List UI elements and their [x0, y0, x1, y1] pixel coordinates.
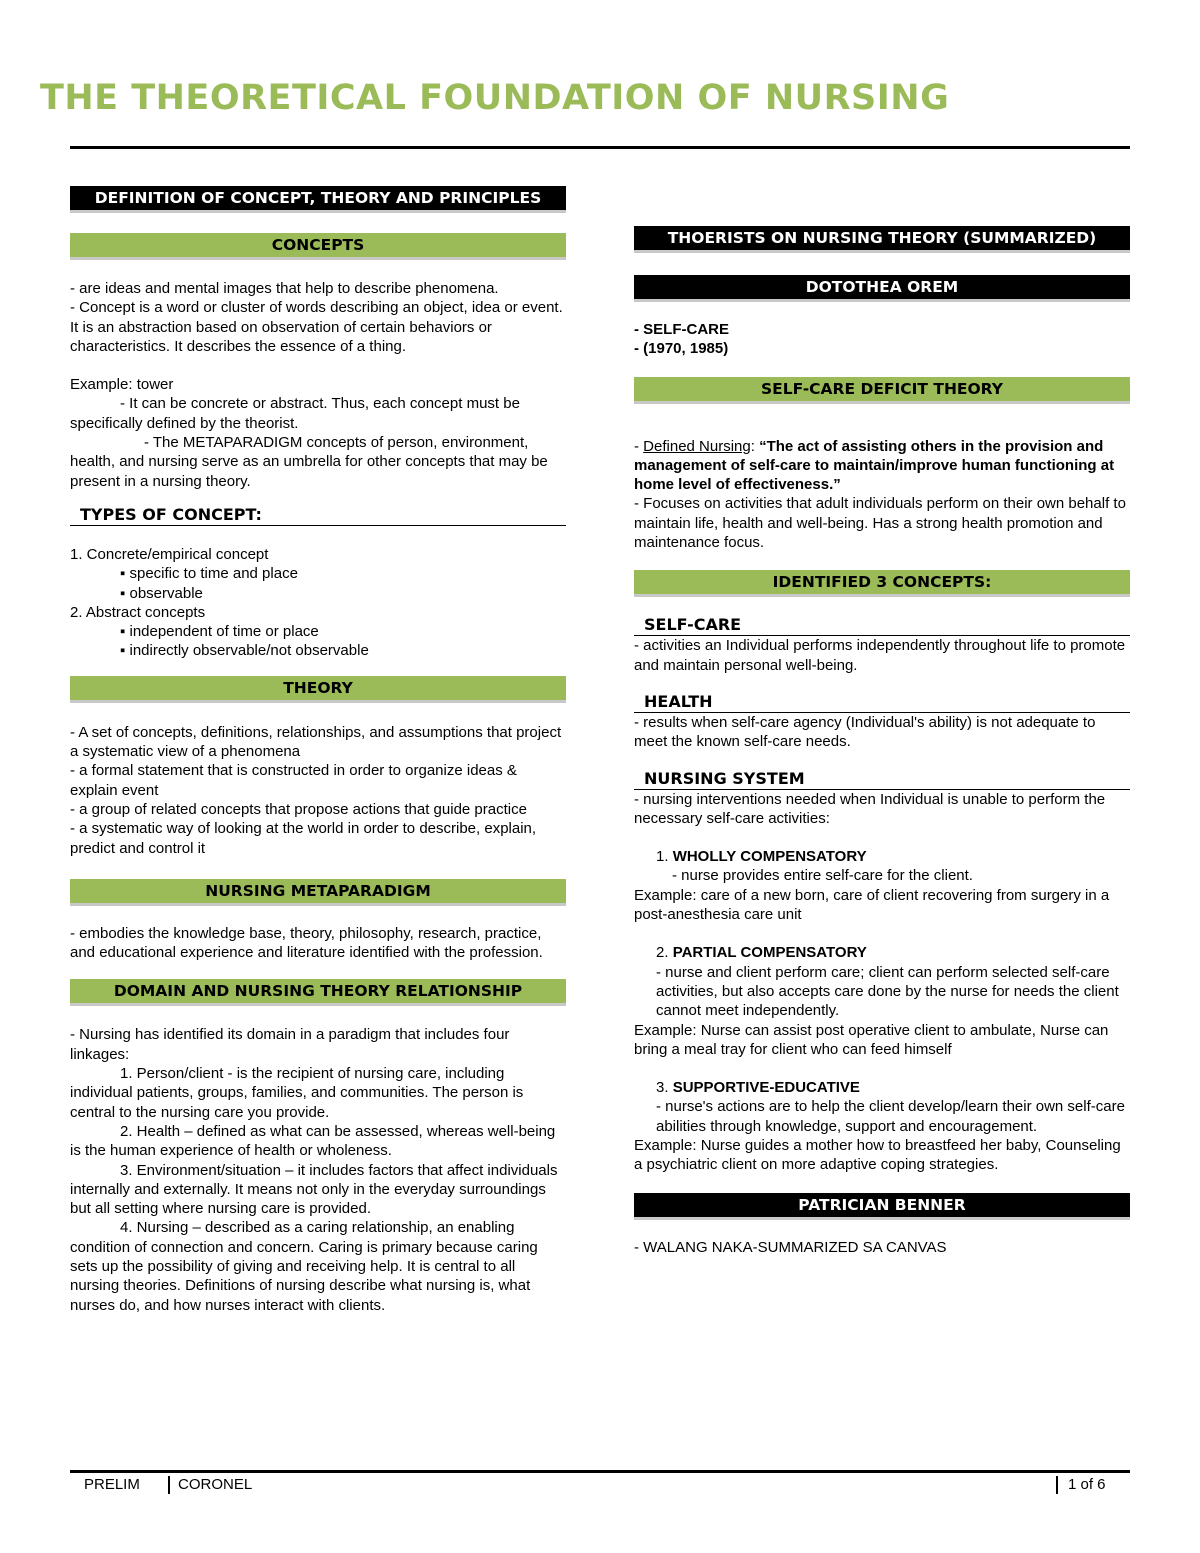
theory-line-3: - a group of related concepts that propose actions that guide practice	[70, 800, 527, 818]
types-1-bullet-1: ▪ specific to time and place	[120, 565, 298, 583]
example-point-1: - It can be concrete or abstract. Thus, each concept must be specifically defined by the theorist.	[70, 395, 520, 432]
system-1-title: 1. WHOLLY COMPENSATORY	[656, 848, 867, 866]
system-text: - nursing interventions needed when Individual is unable to perform the necessary self-care activities:	[634, 790, 1106, 827]
types-2-bullet-2: ▪ indirectly observable/not observable	[120, 642, 369, 660]
footer-author: CORONEL	[178, 1476, 253, 1493]
system-header: NURSING SYSTEM	[634, 769, 1130, 790]
identified-header: IDENTIFIED 3 CONCEPTS:	[634, 570, 1130, 597]
concepts-line-2: - Concept is a word or cluster of words describing an object, idea or event. It is an abstraction based on observation of certain behaviors or characteristics. It describes the essence of a thing.	[70, 299, 563, 355]
domain-item-3: 3. Environment/situation – it includes factors that affect individuals internally and externally. It means not only in the everyday surroundings but all setting where nursing care is provided.	[70, 1161, 558, 1218]
domain-header: DOMAIN AND NURSING THEORY RELATIONSHIP	[70, 979, 566, 1006]
defined-nursing: - Defined Nursing: “The act of assisting others in the provision and management of self-care to maintain/improve human functioning at home level of effectiveness.”	[634, 437, 1115, 494]
benner-text: - WALANG NAKA-SUMMARIZED SA CANVAS	[634, 1238, 947, 1256]
system-2-title: 2. PARTIAL COMPENSATORY	[656, 944, 867, 962]
system-3-title: 3. SUPPORTIVE-EDUCATIVE	[656, 1079, 860, 1097]
domain-item-1: 1. Person/client - is the recipient of nursing care, including individual patients, groups, families, and communities. The person is central to the nursing care you provide.	[70, 1065, 524, 1121]
orem-line-1: - SELF-CARE	[634, 321, 729, 338]
health-text: - results when self-care agency (Individual's ability) is not adequate to meet the known self-care needs.	[634, 713, 1096, 751]
types-1-bullet-2: ▪ observable	[120, 584, 203, 602]
types-header: TYPES OF CONCEPT:	[70, 505, 566, 526]
domain-intro: - Nursing has identified its domain in a paradigm that includes four linkages:	[70, 1026, 510, 1063]
system-1-example: Example: care of a new born, care of client recovering from surgery in a post-anesthesia care unit	[634, 886, 1110, 924]
benner-header: PATRICIAN BENNER	[634, 1193, 1130, 1220]
orem-line-2: - (1970, 1985)	[634, 340, 729, 358]
health-header: HEALTH	[634, 692, 1130, 713]
footer-separator	[168, 1476, 170, 1494]
footer-page-number: 1 of 6	[1068, 1476, 1106, 1493]
theory-line-4: - a systematic way of looking at the world in order to describe, explain, predict and control it	[70, 820, 537, 857]
example-label: Example: tower	[70, 376, 174, 394]
page-title: THE THEORETICAL FOUNDATION OF NURSING	[40, 78, 950, 118]
theorists-header: THOERISTS ON NURSING THEORY (SUMMARIZED)	[634, 226, 1130, 253]
concepts-header: CONCEPTS	[70, 233, 566, 260]
domain-item-4: 4. Nursing – described as a caring relationship, an enabling condition of connection and concern. Caring is primary because caring sets up the possibility of giving and receiving help. It is central to all nursing theories. Definitions of nursing describe what nursing is, what nurses do, and how nurses interact with clients.	[70, 1219, 538, 1314]
system-2-example: Example: Nurse can assist post operative client to ambulate, Nurse can bring a meal tray for client who can feed himself	[634, 1021, 1109, 1058]
theory-line-2: - a formal statement that is constructed in order to organize ideas & explain event	[70, 762, 517, 799]
system-3-example: Example: Nurse guides a mother how to breastfeed her baby, Counseling a psychiatric client on more adaptive coping strategies.	[634, 1137, 1121, 1174]
selfcare-header: SELF-CARE	[634, 615, 1130, 636]
system-3-desc: - nurse's actions are to help the client develop/learn their own self-care abilities through knowledge, support and encouragement.	[656, 1098, 1125, 1135]
footer-section: PRELIM	[84, 1476, 140, 1493]
selfcare-text: - activities an Individual performs independently throughout life to promote and maintain personal well-being.	[634, 637, 1126, 674]
footer-separator	[1056, 1476, 1058, 1494]
theory-line-1: - A set of concepts, definitions, relationships, and assumptions that project a systematic view of a phenomena	[70, 723, 562, 761]
footer-rule	[70, 1470, 1130, 1473]
concepts-line-1: - are ideas and mental images that help to describe phenomena.	[70, 280, 499, 297]
deficit-header: SELF-CARE DEFICIT THEORY	[634, 377, 1130, 404]
example-point-2: - The METAPARADIGM concepts of person, environment, health, and nursing serve as an umbrella for other concepts that may be present in a nursing theory.	[70, 434, 548, 490]
types-item-2: 2. Abstract concepts	[70, 603, 206, 621]
domain-item-2: 2. Health – defined as what can be assessed, whereas well-being is the human experience of health or wholeness.	[70, 1122, 556, 1160]
focus-text: - Focuses on activities that adult individuals perform on their own behalf to maintain life, health and well-being. Has a strong health promotion and maintenance focus.	[634, 495, 1126, 552]
types-item-1: 1. Concrete/empirical concept	[70, 545, 269, 563]
right-column	[634, 226, 1130, 1257]
metaparadigm-text: - embodies the knowledge base, theory, philosophy, research, practice, and educational experience and literature identified with the profession.	[70, 924, 543, 962]
orem-header: DOTOTHEA OREM	[634, 275, 1130, 302]
left-column	[70, 186, 566, 1315]
metaparadigm-header: NURSING METAPARADIGM	[70, 879, 566, 906]
system-1-desc: - nurse provides entire self-care for the client.	[672, 867, 973, 885]
title-rule	[70, 146, 1130, 149]
theory-header: THEORY	[70, 676, 566, 703]
system-2-desc: - nurse and client perform care; client can perform selected self-care activities, but also accepts care done by the nurse for needs the client cannot meet independently.	[656, 963, 1119, 1020]
types-2-bullet-1: ▪ independent of time or place	[120, 623, 319, 641]
definition-header: DEFINITION OF CONCEPT, THEORY AND PRINCIPLES	[70, 186, 566, 213]
